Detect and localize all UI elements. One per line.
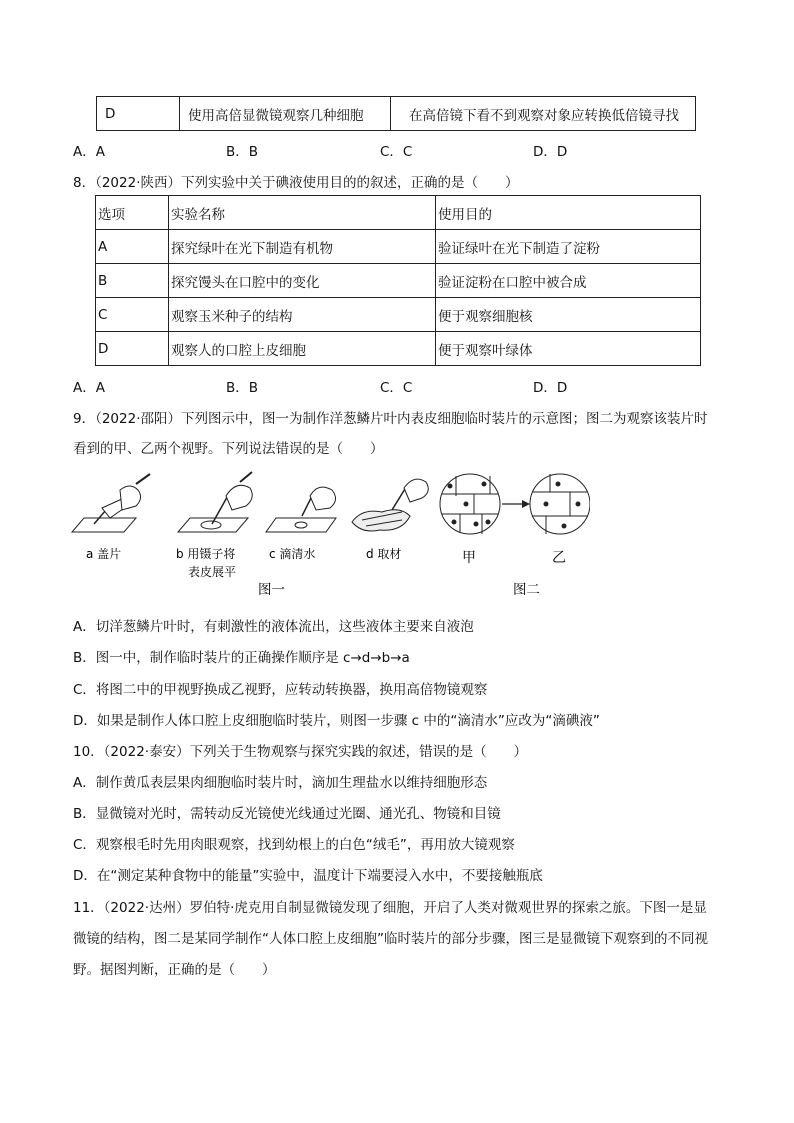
figure-1-caption: 图一 xyxy=(258,582,285,598)
step-c-label: c 滴清水 xyxy=(269,547,316,561)
step-d-illustration xyxy=(352,479,428,531)
option-b: B．B xyxy=(226,380,259,396)
q9-stem-line1: 9．（2022·邵阳）下列图示中，图一为制作洋葱鳞片叶内表皮细胞临时装片的示意图；图二为观察该装片时 xyxy=(73,411,708,427)
view-jia-label: 甲 xyxy=(462,550,476,566)
q10-stem: 10．（2022·泰安）下列关于生物观察与探究实践的叙述，错误的是（ ） xyxy=(73,744,528,760)
q11-stem-line2: 微镜的结构，图二是某同学制作“人体口腔上皮细胞”临时装片的部分步骤，图三是显微镜下观察到的不同视 xyxy=(73,931,708,947)
option-c: C．C xyxy=(380,380,413,396)
q8-table xyxy=(95,195,701,366)
q11-stem-line1: 11．（2022·达州）罗伯特·虎克用自制显微镜发现了细胞，开启了人类对微观世界的探索之旅。下图一是显 xyxy=(73,900,707,916)
q8-stem: 8．（2022·陕西）下列实验中关于碘液使用目的的叙述，正确的是（ ） xyxy=(73,175,519,191)
step-b-illustration xyxy=(178,472,252,532)
table-row xyxy=(96,332,701,366)
table-cell: D xyxy=(97,97,180,131)
option-d: D．D xyxy=(533,380,568,396)
table-cell: 观察人的口腔上皮细胞 xyxy=(169,332,436,366)
table-header: 实验名称 xyxy=(169,196,436,230)
option-b: B．B xyxy=(226,144,259,160)
table-row xyxy=(96,264,701,298)
option-c: C．C xyxy=(380,144,413,160)
table-cell: A xyxy=(96,230,169,264)
table-cell: 便于观察细胞核 xyxy=(436,298,701,332)
table-cell: D xyxy=(96,332,169,366)
step-d-label: d 取材 xyxy=(366,547,402,561)
option-a: A．A xyxy=(73,380,105,396)
table-cell: 观察玉米种子的结构 xyxy=(169,298,436,332)
q10-option-a: A．制作黄瓜表层果肉细胞临时装片时，滴加生理盐水以维持细胞形态 xyxy=(73,775,488,791)
table-cell: 探究馒头在口腔中的变化 xyxy=(169,264,436,298)
step-b-label-2: 表皮展平 xyxy=(188,565,237,579)
table-cell: B xyxy=(96,264,169,298)
q9-option-c: C．将图二中的甲视野换成乙视野，应转动转换器，换用高倍物镜观察 xyxy=(73,682,488,698)
q10-option-c: C．观察根毛时先用肉眼观察，找到幼根上的白色“绒毛”，再用放大镜观察 xyxy=(73,837,515,853)
view-jia-illustration xyxy=(440,474,500,534)
step-a-illustration xyxy=(72,474,150,532)
table-cell: 验证淀粉在口腔中被合成 xyxy=(436,264,701,298)
table-cell: 在高倍镜下看不到观察对象应转换低倍镜寻找 xyxy=(391,97,696,131)
q7-table-tail xyxy=(96,96,696,131)
q9-stem-line2: 看到的甲、乙两个视野。下列说法错误的是（ ） xyxy=(73,441,384,457)
q9-option-d: D．如果是制作人体口腔上皮细胞临时装片，则图一步骤 c 中的“滴清水”应改为“滴碘液” xyxy=(73,713,600,729)
step-b-label: b 用镊子将 xyxy=(176,547,236,561)
table-header: 选项 xyxy=(96,196,169,230)
table-cell: 验证绿叶在光下制造了淀粉 xyxy=(436,230,701,264)
table-row xyxy=(96,230,701,264)
view-yi-illustration xyxy=(530,474,590,534)
q9-option-b: B．图一中，制作临时装片的正确操作顺序是 c→d→b→a xyxy=(73,650,410,666)
option-a: A．A xyxy=(73,144,105,160)
q9-option-a: A．切洋葱鳞片叶时，有刺激性的液体流出，这些液体主要来自液泡 xyxy=(73,619,474,635)
table-cell: 便于观察叶绿体 xyxy=(436,332,701,366)
option-d: D．D xyxy=(533,144,568,160)
table-cell: 探究绿叶在光下制造有机物 xyxy=(169,230,436,264)
q10-option-d: D．在“测定某种食物中的能量”实验中，温度计下端要浸入水中，不要接触瓶底 xyxy=(73,868,543,884)
table-header: 使用目的 xyxy=(436,196,701,230)
q11-stem-line3: 野。据图判断，正确的是（ ） xyxy=(73,962,276,978)
figure-2-caption: 图二 xyxy=(513,582,540,598)
table-cell: 使用高倍显微镜观察几种细胞 xyxy=(180,97,391,131)
table-cell: C xyxy=(96,298,169,332)
view-yi-label: 乙 xyxy=(552,550,566,566)
q9-figure xyxy=(70,470,590,605)
arrow-icon xyxy=(502,500,530,508)
step-c-illustration xyxy=(266,487,336,532)
step-a-label: a 盖片 xyxy=(86,547,122,561)
q10-option-b: B．显微镜对光时，需转动反光镜使光线通过光圈、通光孔、物镜和目镜 xyxy=(73,806,501,822)
table-row xyxy=(96,298,701,332)
